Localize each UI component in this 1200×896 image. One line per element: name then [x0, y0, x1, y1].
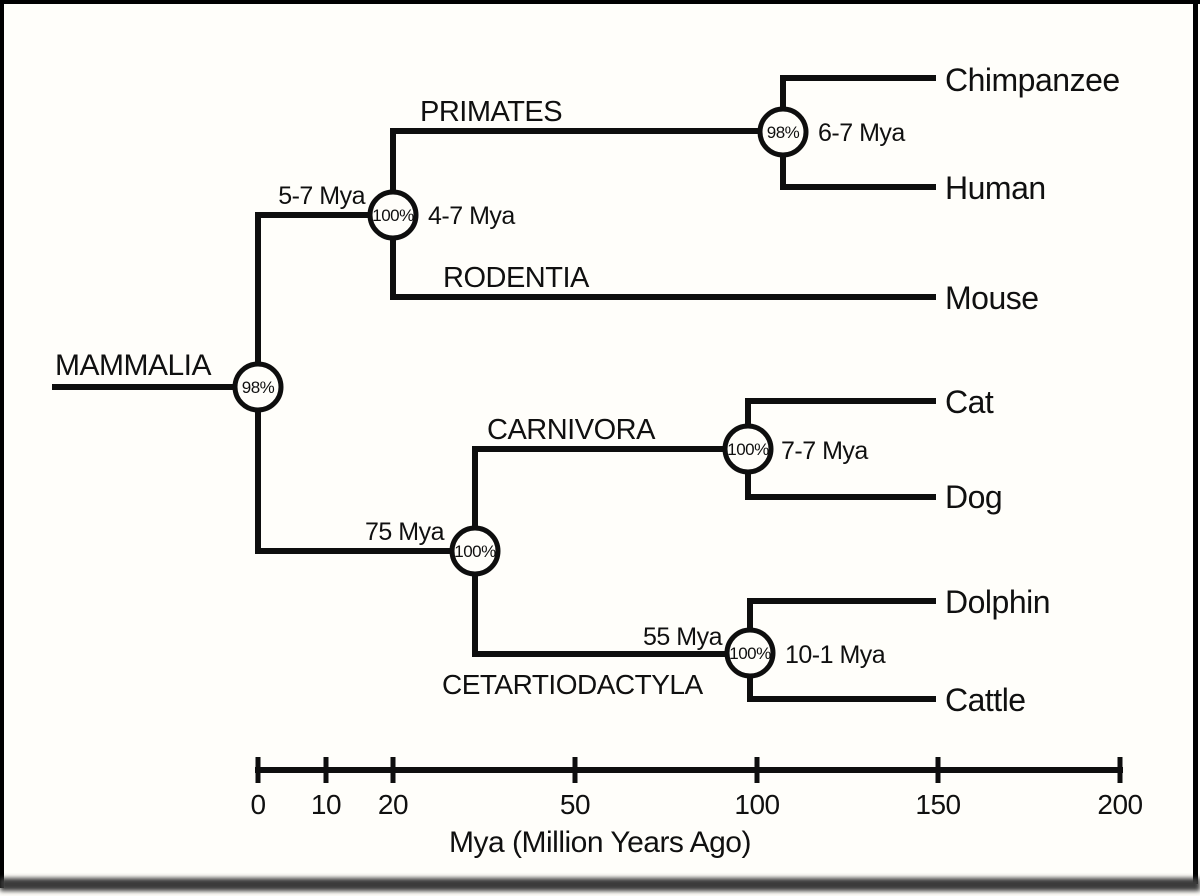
- support-value-human-chimpanzee: 98%: [766, 123, 800, 142]
- axis-tick-label-150: 150: [915, 789, 961, 820]
- support-value-mammalia: 98%: [241, 378, 275, 397]
- taxon-label-human: Human: [945, 170, 1046, 206]
- axis-tick-label-200: 200: [1097, 789, 1143, 820]
- age-label-human-chimpanzee-node: 6-7 Mya: [818, 119, 905, 147]
- frame-edge-right: [1193, 0, 1198, 884]
- taxon-label-cat: Cat: [945, 384, 994, 420]
- support-value-cetartiodactyla-split: 100%: [729, 644, 771, 663]
- frame-edge-bottom: [0, 878, 1200, 891]
- taxon-label-dog: Dog: [945, 479, 1003, 515]
- age-label-cetartiodactyla-node: 10-1 Mya: [785, 641, 886, 669]
- support-value-euarchontoglires: 100%: [372, 206, 414, 225]
- clade-label-mammalia: MAMMALIA: [55, 349, 212, 382]
- frame-edge-left: [0, 0, 4, 888]
- axis-tick-label-100: 100: [734, 789, 780, 820]
- taxon-label-cattle: Cattle: [945, 682, 1026, 718]
- axis-tick-label-0: 0: [250, 789, 266, 820]
- axis-tick-label-50: 50: [559, 789, 591, 820]
- support-value-laurasiatheria: 100%: [454, 542, 496, 561]
- frame-edge-top: [0, 0, 1200, 4]
- clade-label-cetartiodactyla: CETARTIODACTYLA: [442, 669, 703, 700]
- taxon-label-chimpanzee: Chimpanzee: [945, 62, 1120, 98]
- age-label-carnivora-node: 7-7 Mya: [781, 437, 868, 465]
- age-label-laurasiatheria-branch: 75 Mya: [365, 518, 444, 546]
- age-label-euarchontoglires-node: 4-7 Mya: [428, 202, 515, 230]
- axis-tick-label-10: 10: [310, 789, 342, 820]
- support-value-carnivora-split: 100%: [727, 440, 769, 459]
- age-label-euarchontoglires-branch: 5-7 Mya: [278, 182, 365, 210]
- taxon-label-mouse: Mouse: [945, 280, 1039, 316]
- axis-tick-label-20: 20: [377, 789, 409, 820]
- clade-label-rodentia: RODENTIA: [443, 262, 589, 294]
- taxon-label-dolphin: Dolphin: [945, 584, 1051, 620]
- axis-title: Mya (Million Years Ago): [449, 826, 751, 859]
- clade-label-primates: PRIMATES: [420, 96, 563, 128]
- age-label-cetartiodactyla-branch: 55 Mya: [643, 623, 722, 651]
- clade-label-carnivora: CARNIVORA: [487, 414, 655, 446]
